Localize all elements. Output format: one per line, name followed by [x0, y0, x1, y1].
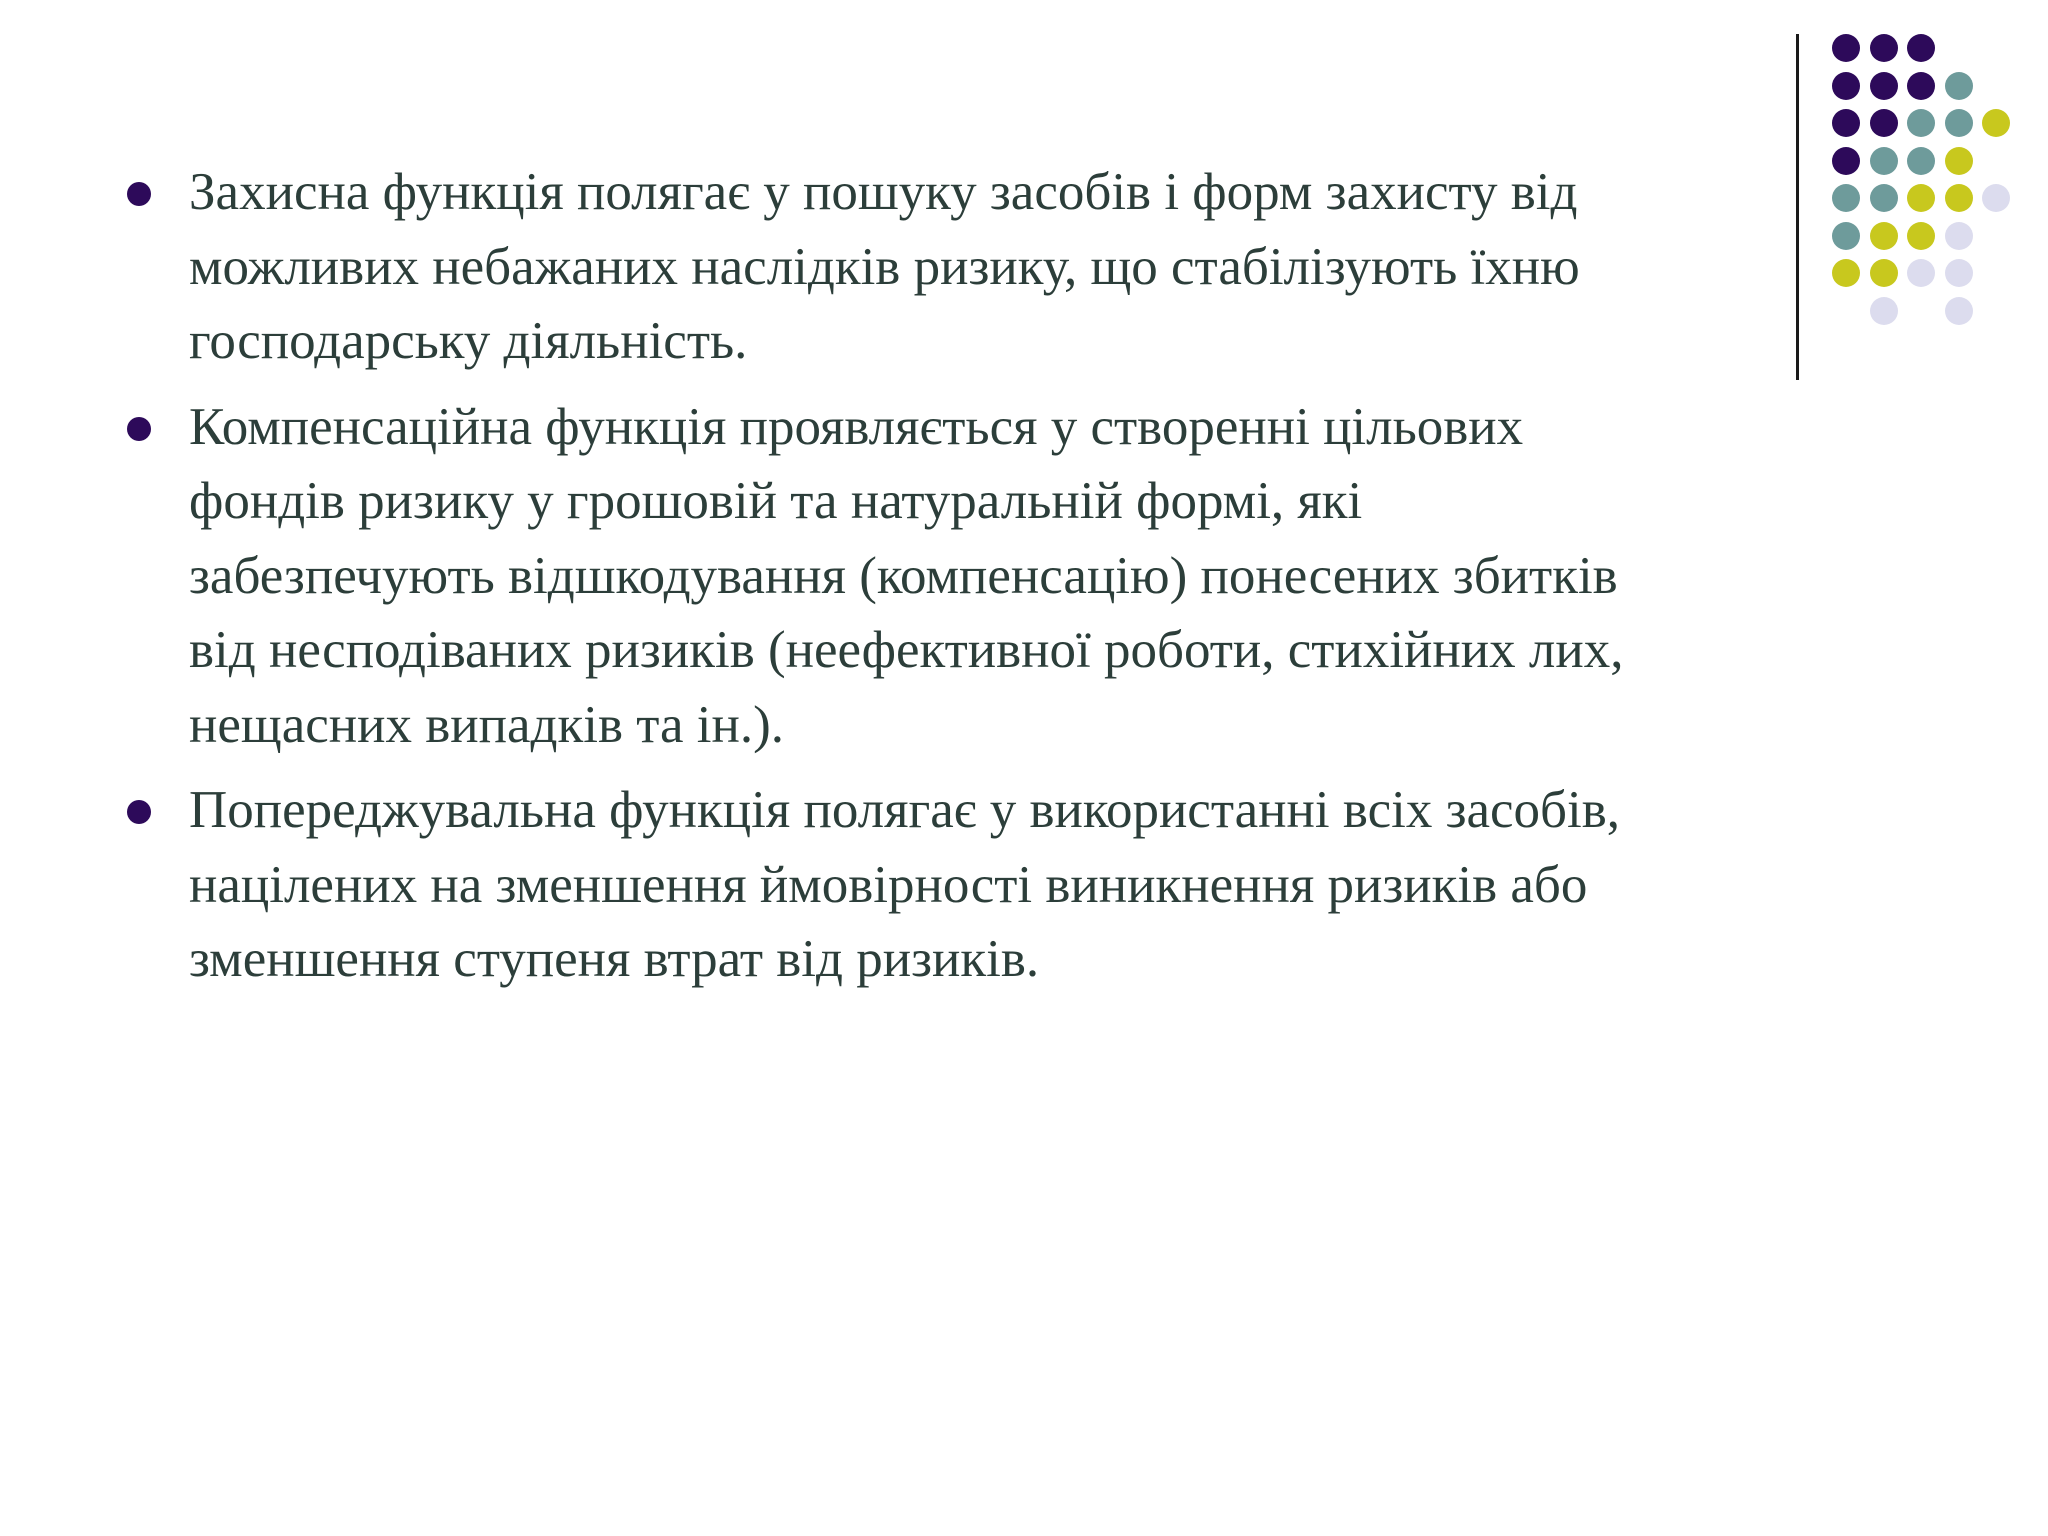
decor-dot-icon — [1832, 109, 1860, 137]
bullet-line: забезпечують відшкодування (компенсацію) понесених збитків — [189, 546, 1618, 605]
bullet-dot-icon — [127, 417, 151, 441]
decor-dot-icon — [1870, 147, 1898, 175]
decor-dot-icon — [1907, 259, 1935, 287]
bullet-list — [125, 155, 1845, 1008]
bullet-line: Компенсаційна функція проявляється у створенні цільових — [189, 397, 1524, 456]
bullet-line: можливих небажаних наслідків ризику, що стабілізують їхню — [189, 237, 1580, 296]
bullet-text — [189, 390, 1845, 763]
bullet-line: нещасних випадків та ін.). — [189, 695, 785, 754]
decor-dot-icon — [1870, 109, 1898, 137]
bullet-dot-icon — [127, 800, 151, 824]
decor-dot-icon — [1907, 109, 1935, 137]
bullet-line: господарську діяльність. — [189, 312, 748, 370]
bullet-text — [189, 155, 1845, 379]
bullet-item-compensatory — [125, 390, 1845, 763]
decor-dot-icon — [1907, 222, 1935, 250]
decor-dot-icon — [1945, 72, 1973, 100]
bullet-line: Захисна функція полягає у пошуку засобів і форм захисту від — [189, 163, 1578, 221]
bullet-line: Попереджувальна функція полягає у використанні всіх засобів, — [189, 781, 1621, 839]
decor-dot-icon — [1870, 34, 1898, 62]
bullet-item-preventive — [125, 773, 1845, 997]
bullet-dot-icon — [127, 182, 151, 206]
bullet-line: зменшення ступеня втрат від ризиків. — [189, 930, 1040, 988]
decor-dot-icon — [1907, 34, 1935, 62]
bullet-line: націлених на зменшення ймовірності виникнення ризиків або — [189, 855, 1588, 914]
decor-dot-icon — [1907, 184, 1935, 212]
decor-dot-icon — [1982, 184, 2010, 212]
decor-dot-icon — [1870, 72, 1898, 100]
bullet-text — [189, 773, 1845, 997]
bullet-line: фондів ризику у грошовій та натуральній формі, які — [189, 472, 1363, 530]
decor-dot-icon — [1945, 259, 1973, 287]
bullet-line: від несподіваних ризиків (неефективної роботи, стихійних лих, — [189, 621, 1624, 679]
decor-dot-icon — [1870, 222, 1898, 250]
decor-dot-icon — [1832, 34, 1860, 62]
decor-dot-icon — [1870, 297, 1898, 325]
decor-dot-icon — [1945, 109, 1973, 137]
decor-dot-icon — [1832, 72, 1860, 100]
decor-dot-icon — [1907, 72, 1935, 100]
decor-dot-icon — [1945, 147, 1973, 175]
decor-dot-icon — [1982, 109, 2010, 137]
decor-dot-icon — [1945, 222, 1973, 250]
decor-dot-icon — [1945, 297, 1973, 325]
decor-dot-icon — [1907, 147, 1935, 175]
decor-dot-icon — [1945, 184, 1973, 212]
decor-dot-icon — [1870, 184, 1898, 212]
bullet-item-protective — [125, 155, 1845, 379]
decor-dot-icon — [1870, 259, 1898, 287]
